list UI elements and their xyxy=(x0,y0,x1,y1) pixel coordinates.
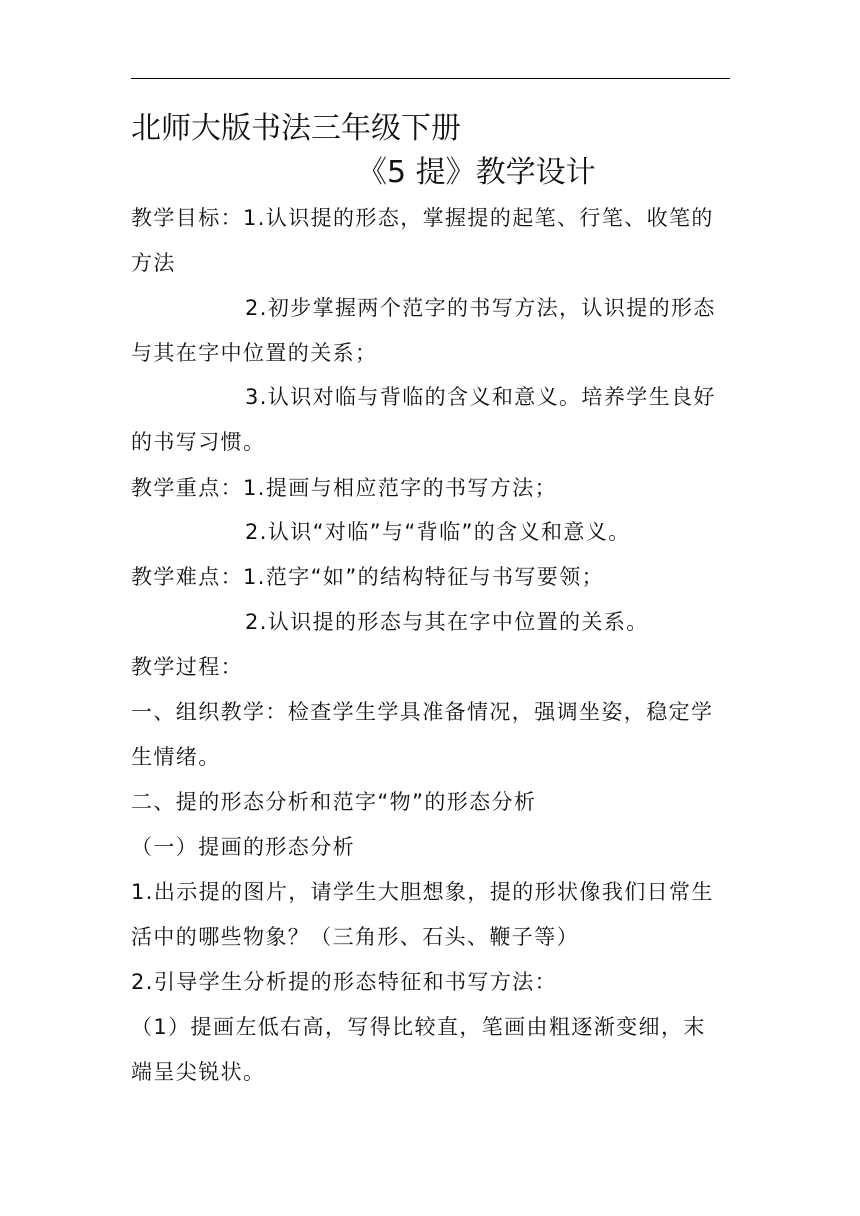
text-line: 教学目标：1.认识提的形态，掌握提的起笔、行笔、收笔的 xyxy=(131,206,714,230)
text-line: 的书写习惯。 xyxy=(131,430,266,454)
text-line: 3.认识对临与背临的含义和意义。培养学生良好 xyxy=(245,385,716,409)
text-line: 端呈尖锐状。 xyxy=(131,1060,266,1084)
text-line: 生情绪。 xyxy=(131,745,221,769)
text-line: （1）提画左低右高，写得比较直，笔画由粗逐渐变细，末 xyxy=(131,1015,706,1039)
text-line: 2.初步掌握两个范字的书写方法，认识提的形态 xyxy=(245,296,716,320)
header-rule xyxy=(131,78,730,79)
text-line: 二、提的形态分析和范字“物”的形态分析 xyxy=(131,790,537,814)
text-line: （一）提画的形态分析 xyxy=(131,835,355,859)
document-title: 北师大版书法三年级下册 xyxy=(131,111,461,146)
text-line: 一、组织教学：检查学生学具准备情况，强调坐姿，稳定学 xyxy=(131,700,714,724)
text-line: 与其在字中位置的关系； xyxy=(131,341,378,365)
document-subtitle: 《5 提》教学设计 xyxy=(357,155,596,190)
text-line: 教学过程： xyxy=(131,655,243,679)
text-line: 1.出示提的图片，请学生大胆想象，提的形状像我们日常生 xyxy=(131,880,714,904)
text-line: 教学重点：1.提画与相应范字的书写方法； xyxy=(131,476,558,500)
text-line: 方法 xyxy=(131,251,176,275)
text-line: 2.认识“对临”与“背临”的含义和意义。 xyxy=(245,520,631,544)
text-line: 活中的哪些物象？（三角形、石头、鞭子等） xyxy=(131,925,579,949)
text-line: 教学难点：1.范字“如”的结构特征与书写要领； xyxy=(131,565,604,589)
text-line: 2.认识提的形态与其在字中位置的关系。 xyxy=(245,610,649,634)
text-line: 2.引导学生分析提的形态特征和书写方法： xyxy=(131,970,558,994)
